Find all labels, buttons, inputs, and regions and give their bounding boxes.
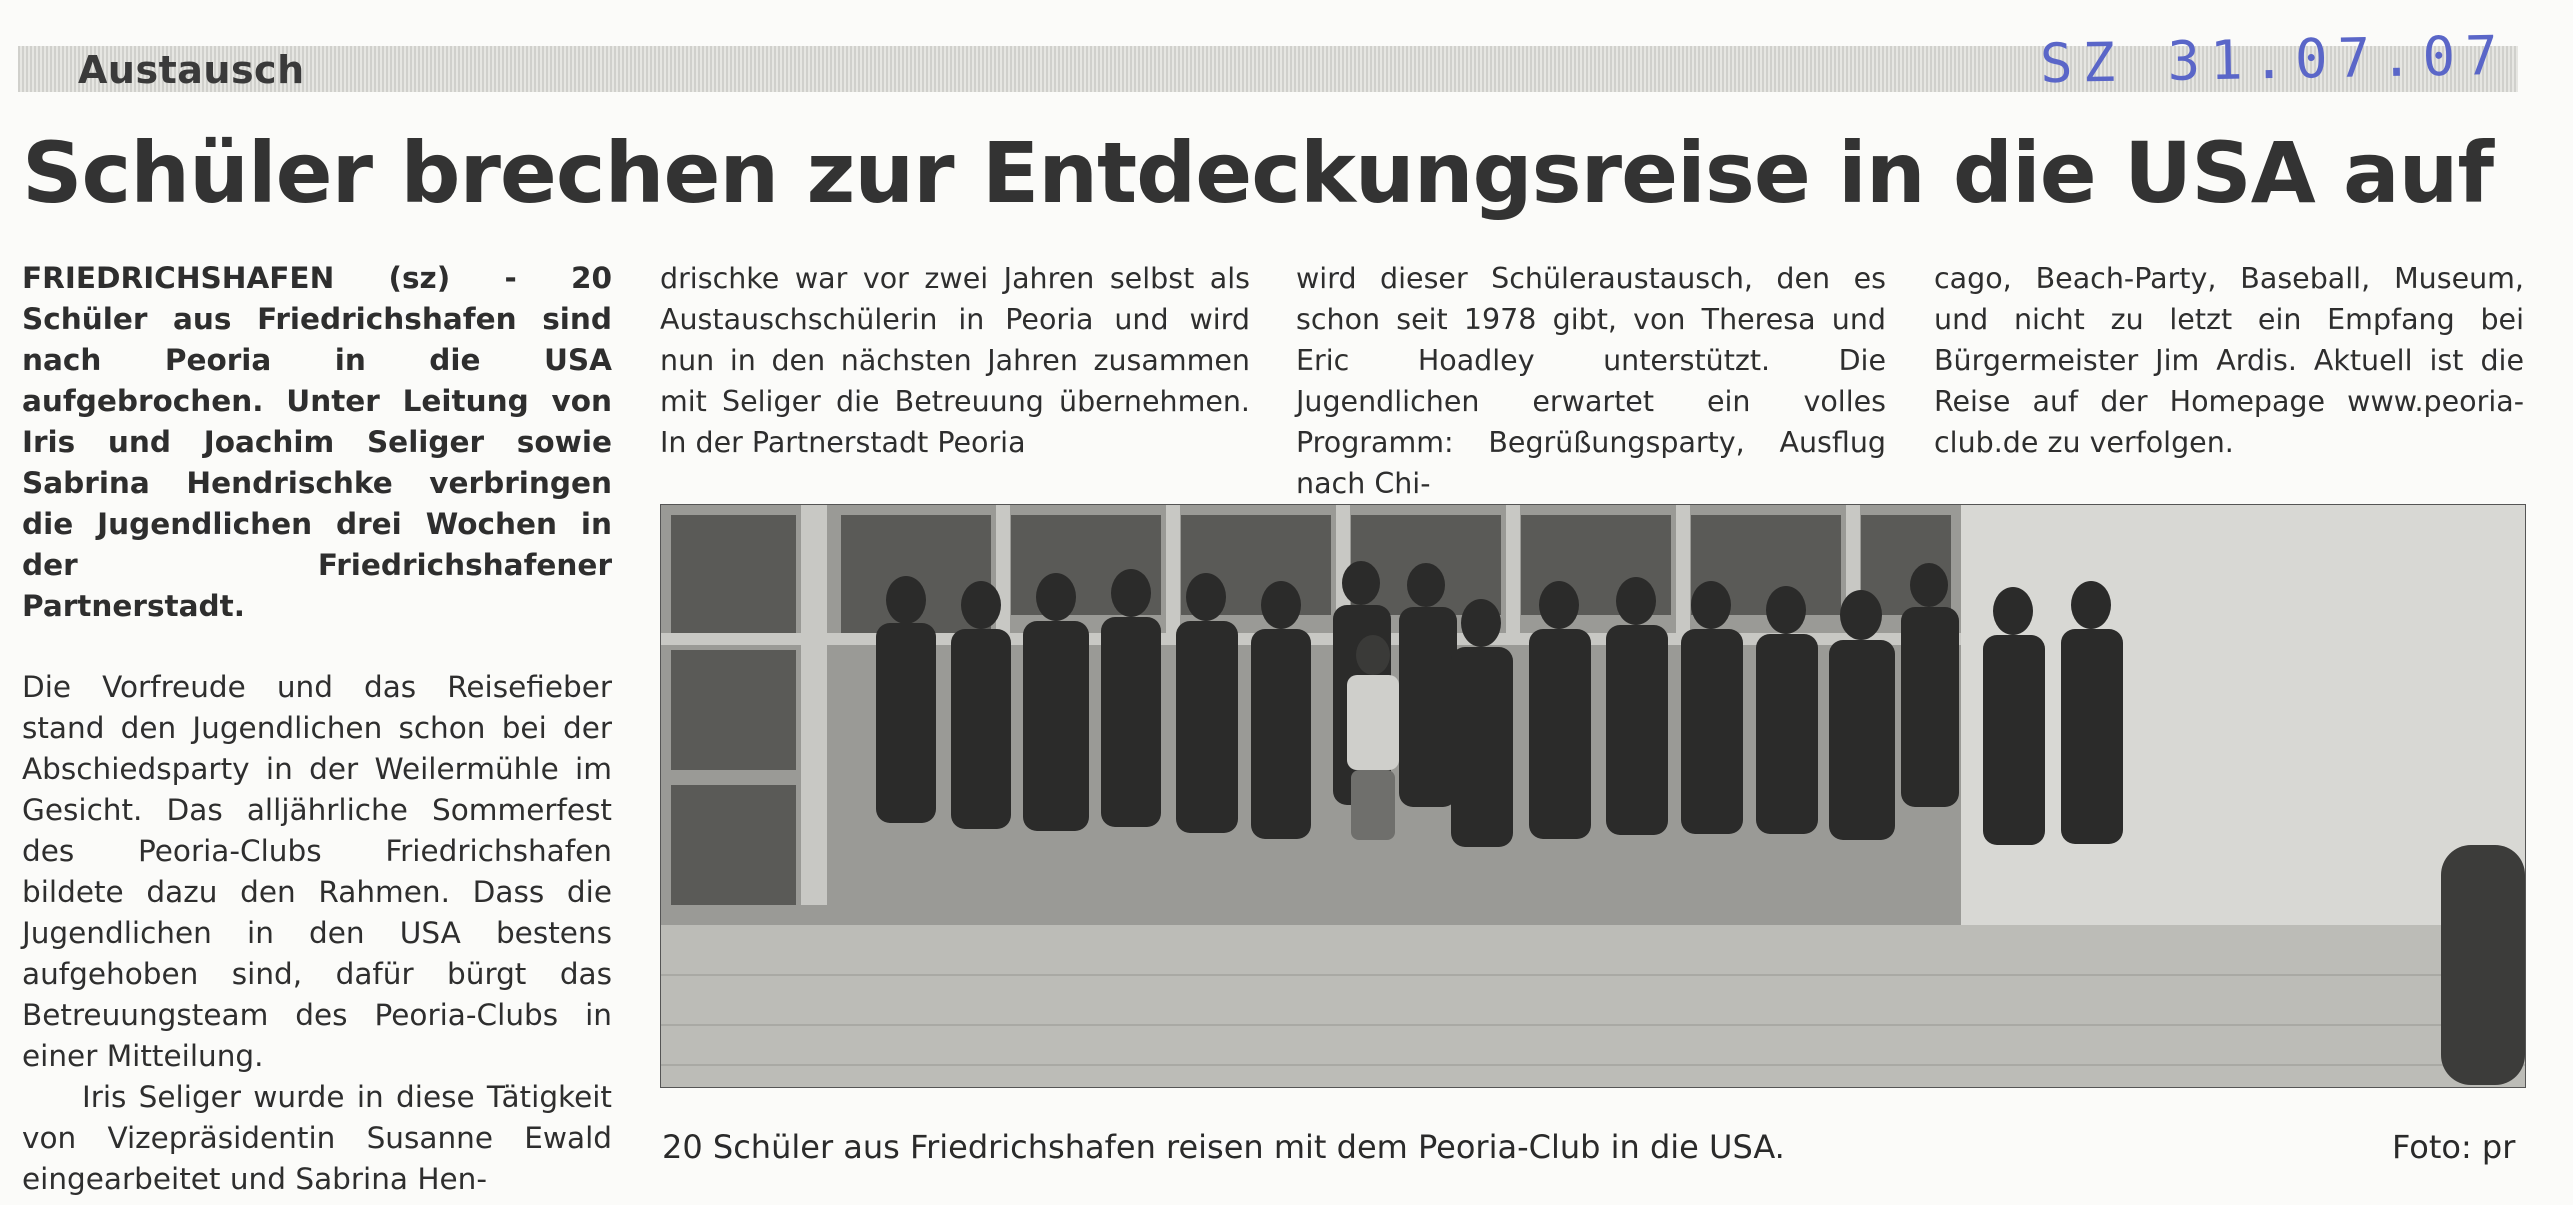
lead-paragraph: FRIEDRICHSHAFEN (sz) - 20 Schüler aus Friedrichshafen sind nach Peoria in die USA aufgebrochen. Unter Leitung von Iris und Joachim Seliger sowie Sabrina Hendrischke verbringen die Jugendlichen drei Wochen in der Friedrichshafener Partnerstadt. <box>22 261 612 623</box>
body-paragraph: Iris Seliger wurde in diese Tätigkeit von Vizepräsidentin Susanne Ewald eingearbeitet und Sabrina Hen- <box>22 1080 612 1196</box>
body-paragraph: wird dieser Schüleraustausch, den es schon seit 1978 gibt, von Theresa und Eric Hoadley unterstützt. Die Jugendlichen erwartet ein volles Programm: Begrüßungsparty, Ausflug nach Chi- <box>1296 262 1886 500</box>
headline: Schüler brechen zur Entdeckungsreise in die USA auf <box>22 124 2494 222</box>
photo-credit: Foto: pr <box>2392 1128 2516 1166</box>
photo-caption: 20 Schüler aus Friedrichshafen reisen mit dem Peoria-Club in die USA. <box>662 1128 1785 1166</box>
article-column-2 <box>660 258 1250 463</box>
kicker-label: Austausch <box>78 48 305 92</box>
article-column-1 <box>22 258 612 1200</box>
article-column-3 <box>1296 258 1886 504</box>
body-paragraph: cago, Beach-Party, Baseball, Museum, und nicht zu letzt ein Empfang bei Bürgermeister Jim Ardis. Aktuell ist die Reise auf der Homepage www.peoria-club.de zu verfolgen. <box>1934 262 2524 459</box>
body-paragraph: Die Vorfreude und das Reisefieber stand den Jugendlichen schon bei der Abschiedsparty in der Weilermühle im Gesicht. Das alljährliche Sommerfest des Peoria-Clubs Friedrichshafen bildete dazu den Rahmen. Dass die Jugendlichen in den USA bestens aufgehoben sind, dafür bürgt das Betreuungsteam des Peoria-Clubs in einer Mitteilung. <box>22 670 612 1073</box>
article-column-4 <box>1934 258 2524 463</box>
handwritten-date-stamp: SZ 31.07.07 <box>2039 23 2509 96</box>
body-paragraph: drischke war vor zwei Jahren selbst als Austauschschülerin in Peoria und wird nun in den nächsten Jahren zusammen mit Seliger die Betreuung übernehmen. In der Partnerstadt Peoria <box>660 262 1250 459</box>
group-photo <box>660 504 2526 1088</box>
